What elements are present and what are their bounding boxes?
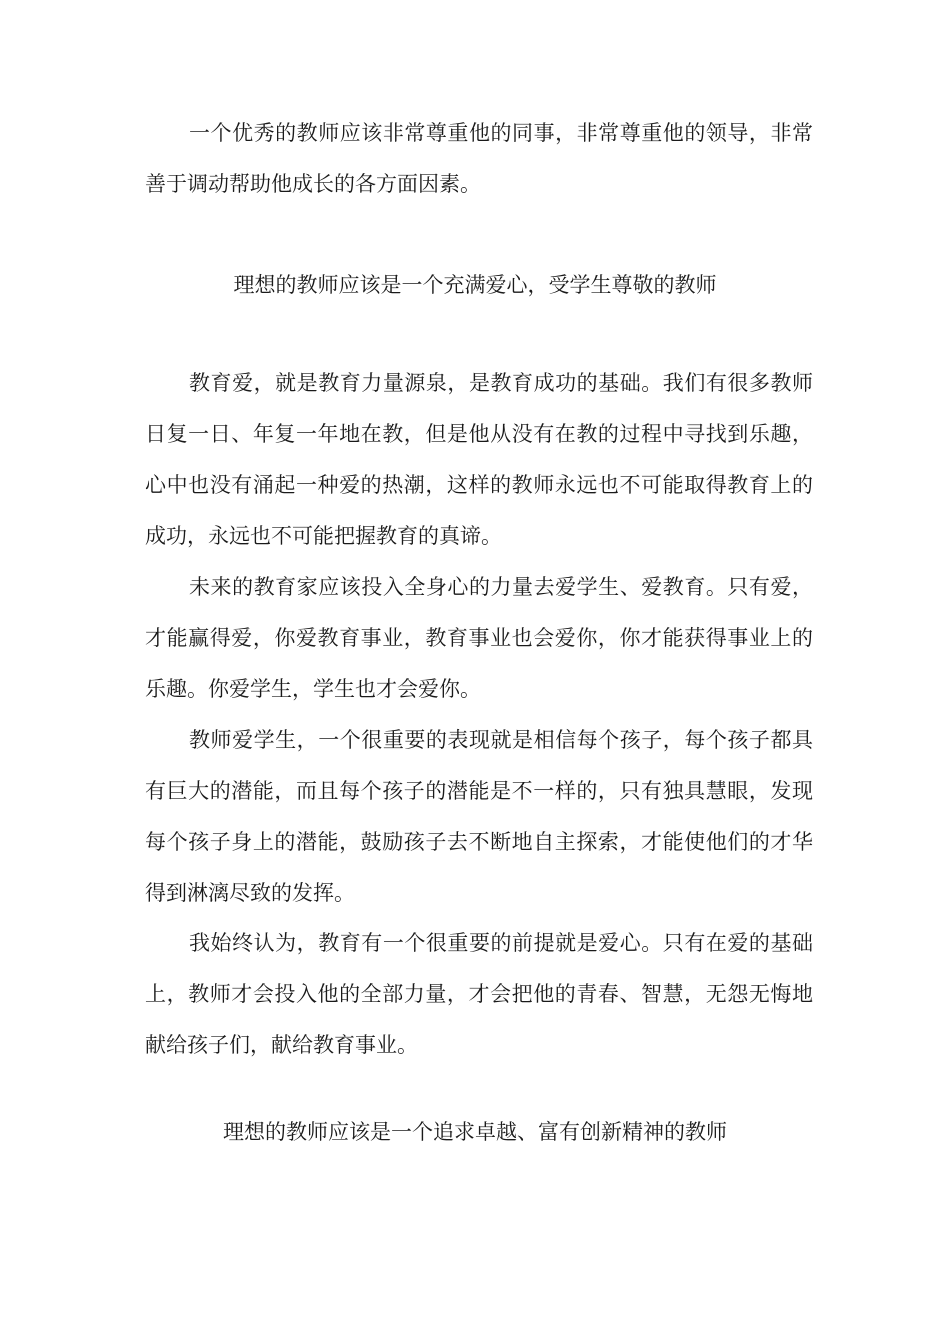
body-paragraph: 我始终认为，教育有一个很重要的前提就是爱心。只有在爱的基础上，教师才会投入他的全部力量，才会把他的青春、智慧，无怨无悔地献给孩子们，献给教育事业。 bbox=[145, 931, 813, 1057]
body-paragraph: 未来的教育家应该投入全身心的力量去爱学生、爱教育。只有爱，才能赢得爱，你爱教育事业，教育事业也会爱你，你才能获得事业上的乐趣。你爱学生，学生也才会爱你。 bbox=[145, 575, 813, 701]
section-heading: 理想的教师应该是一个追求卓越、富有创新精神的教师 bbox=[223, 1120, 727, 1144]
body-paragraph: 教育爱，就是教育力量源泉，是教育成功的基础。我们有很多教师日复一日、年复一年地在教，但是他从没有在教的过程中寻找到乐趣，心中也没有涌起一种爱的热潮，这样的教师永远也不可能取得教育上的成功，永远也不可能把握教育的真谛。 bbox=[145, 371, 813, 548]
section-heading: 理想的教师应该是一个充满爱心，受学生尊敬的教师 bbox=[233, 273, 717, 297]
body-paragraph: 一个优秀的教师应该非常尊重他的同事，非常尊重他的领导，非常善于调动帮助他成长的各方面因素。 bbox=[145, 121, 813, 196]
body-paragraph: 教师爱学生，一个很重要的表现就是相信每个孩子，每个孩子都具有巨大的潜能，而且每个孩子的潜能是不一样的，只有独具慧眼，发现每个孩子身上的潜能，鼓励孩子去不断地自主探索，才能使他们的才华得到淋漓尽致的发挥。 bbox=[145, 728, 813, 905]
